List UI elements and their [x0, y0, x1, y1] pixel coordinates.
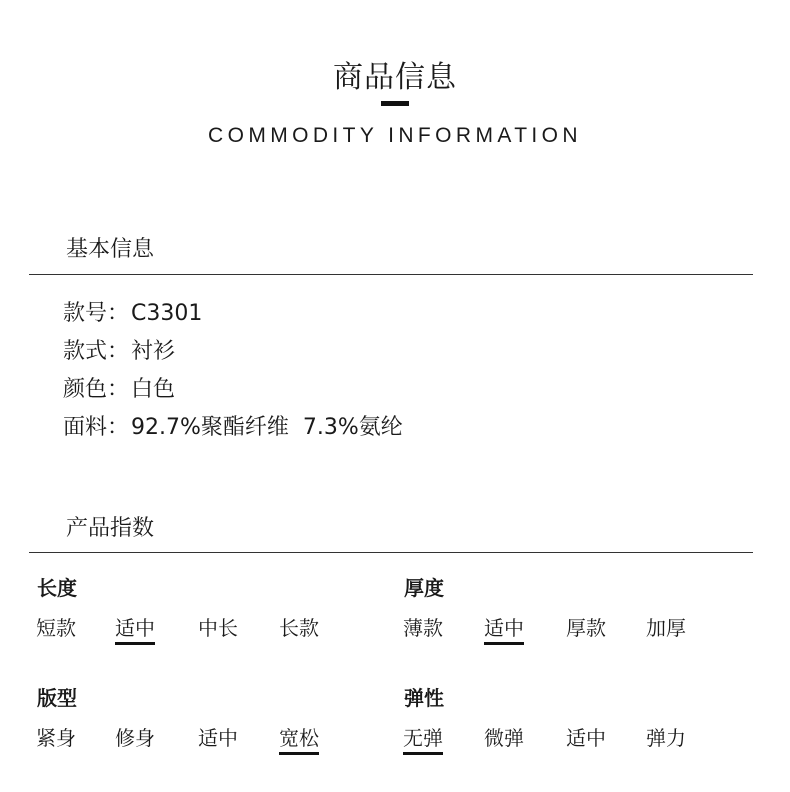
- info-row-style: [63, 334, 175, 365]
- index-title-fit: 版型: [37, 686, 77, 710]
- index-option: 修身: [115, 726, 155, 750]
- index-option-selected: 宽松: [279, 722, 319, 755]
- index-option: 中长: [198, 616, 238, 640]
- index-option-selected: 适中: [115, 612, 155, 645]
- index-title-length: 长度: [37, 576, 77, 600]
- info-row-fabric: [63, 410, 403, 441]
- index-option: 弹力: [646, 726, 686, 750]
- index-option: 紧身: [36, 726, 76, 750]
- index-option: 微弹: [484, 726, 524, 750]
- index-option: 适中: [566, 726, 606, 750]
- index-option: 长款: [279, 616, 319, 640]
- index-option: 适中: [198, 726, 238, 750]
- index-option-selected: 适中: [484, 612, 524, 645]
- info-value: 92.7%聚酯纤维 7.3%氨纶: [131, 415, 403, 440]
- info-label: 款式：: [63, 339, 130, 364]
- info-value: 白色: [131, 377, 176, 402]
- info-row-style-number: [63, 296, 202, 327]
- page-title: 商品信息: [333, 60, 457, 95]
- index-title-thickness: 厚度: [404, 576, 444, 600]
- index-option: 加厚: [646, 616, 686, 640]
- info-label: 面料：: [63, 415, 130, 440]
- index-option-selected: 无弹: [403, 722, 443, 755]
- info-value: C3301: [131, 301, 203, 326]
- basic-info-heading: 基本信息: [66, 237, 155, 262]
- index-option: 薄款: [403, 616, 443, 640]
- product-index-heading: 产品指数: [66, 516, 155, 541]
- info-value: 衬衫: [131, 339, 176, 364]
- info-label: 款号：: [63, 301, 130, 326]
- product-index-rule: [29, 552, 753, 553]
- title-divider: [381, 101, 409, 106]
- page-subtitle: COMMODITY INFORMATION: [208, 124, 582, 147]
- index-option: 短款: [36, 616, 76, 640]
- info-label: 颜色：: [63, 377, 130, 402]
- index-option: 厚款: [566, 616, 606, 640]
- index-title-elasticity: 弹性: [404, 686, 444, 710]
- info-row-color: [63, 372, 175, 403]
- basic-info-rule: [29, 274, 753, 275]
